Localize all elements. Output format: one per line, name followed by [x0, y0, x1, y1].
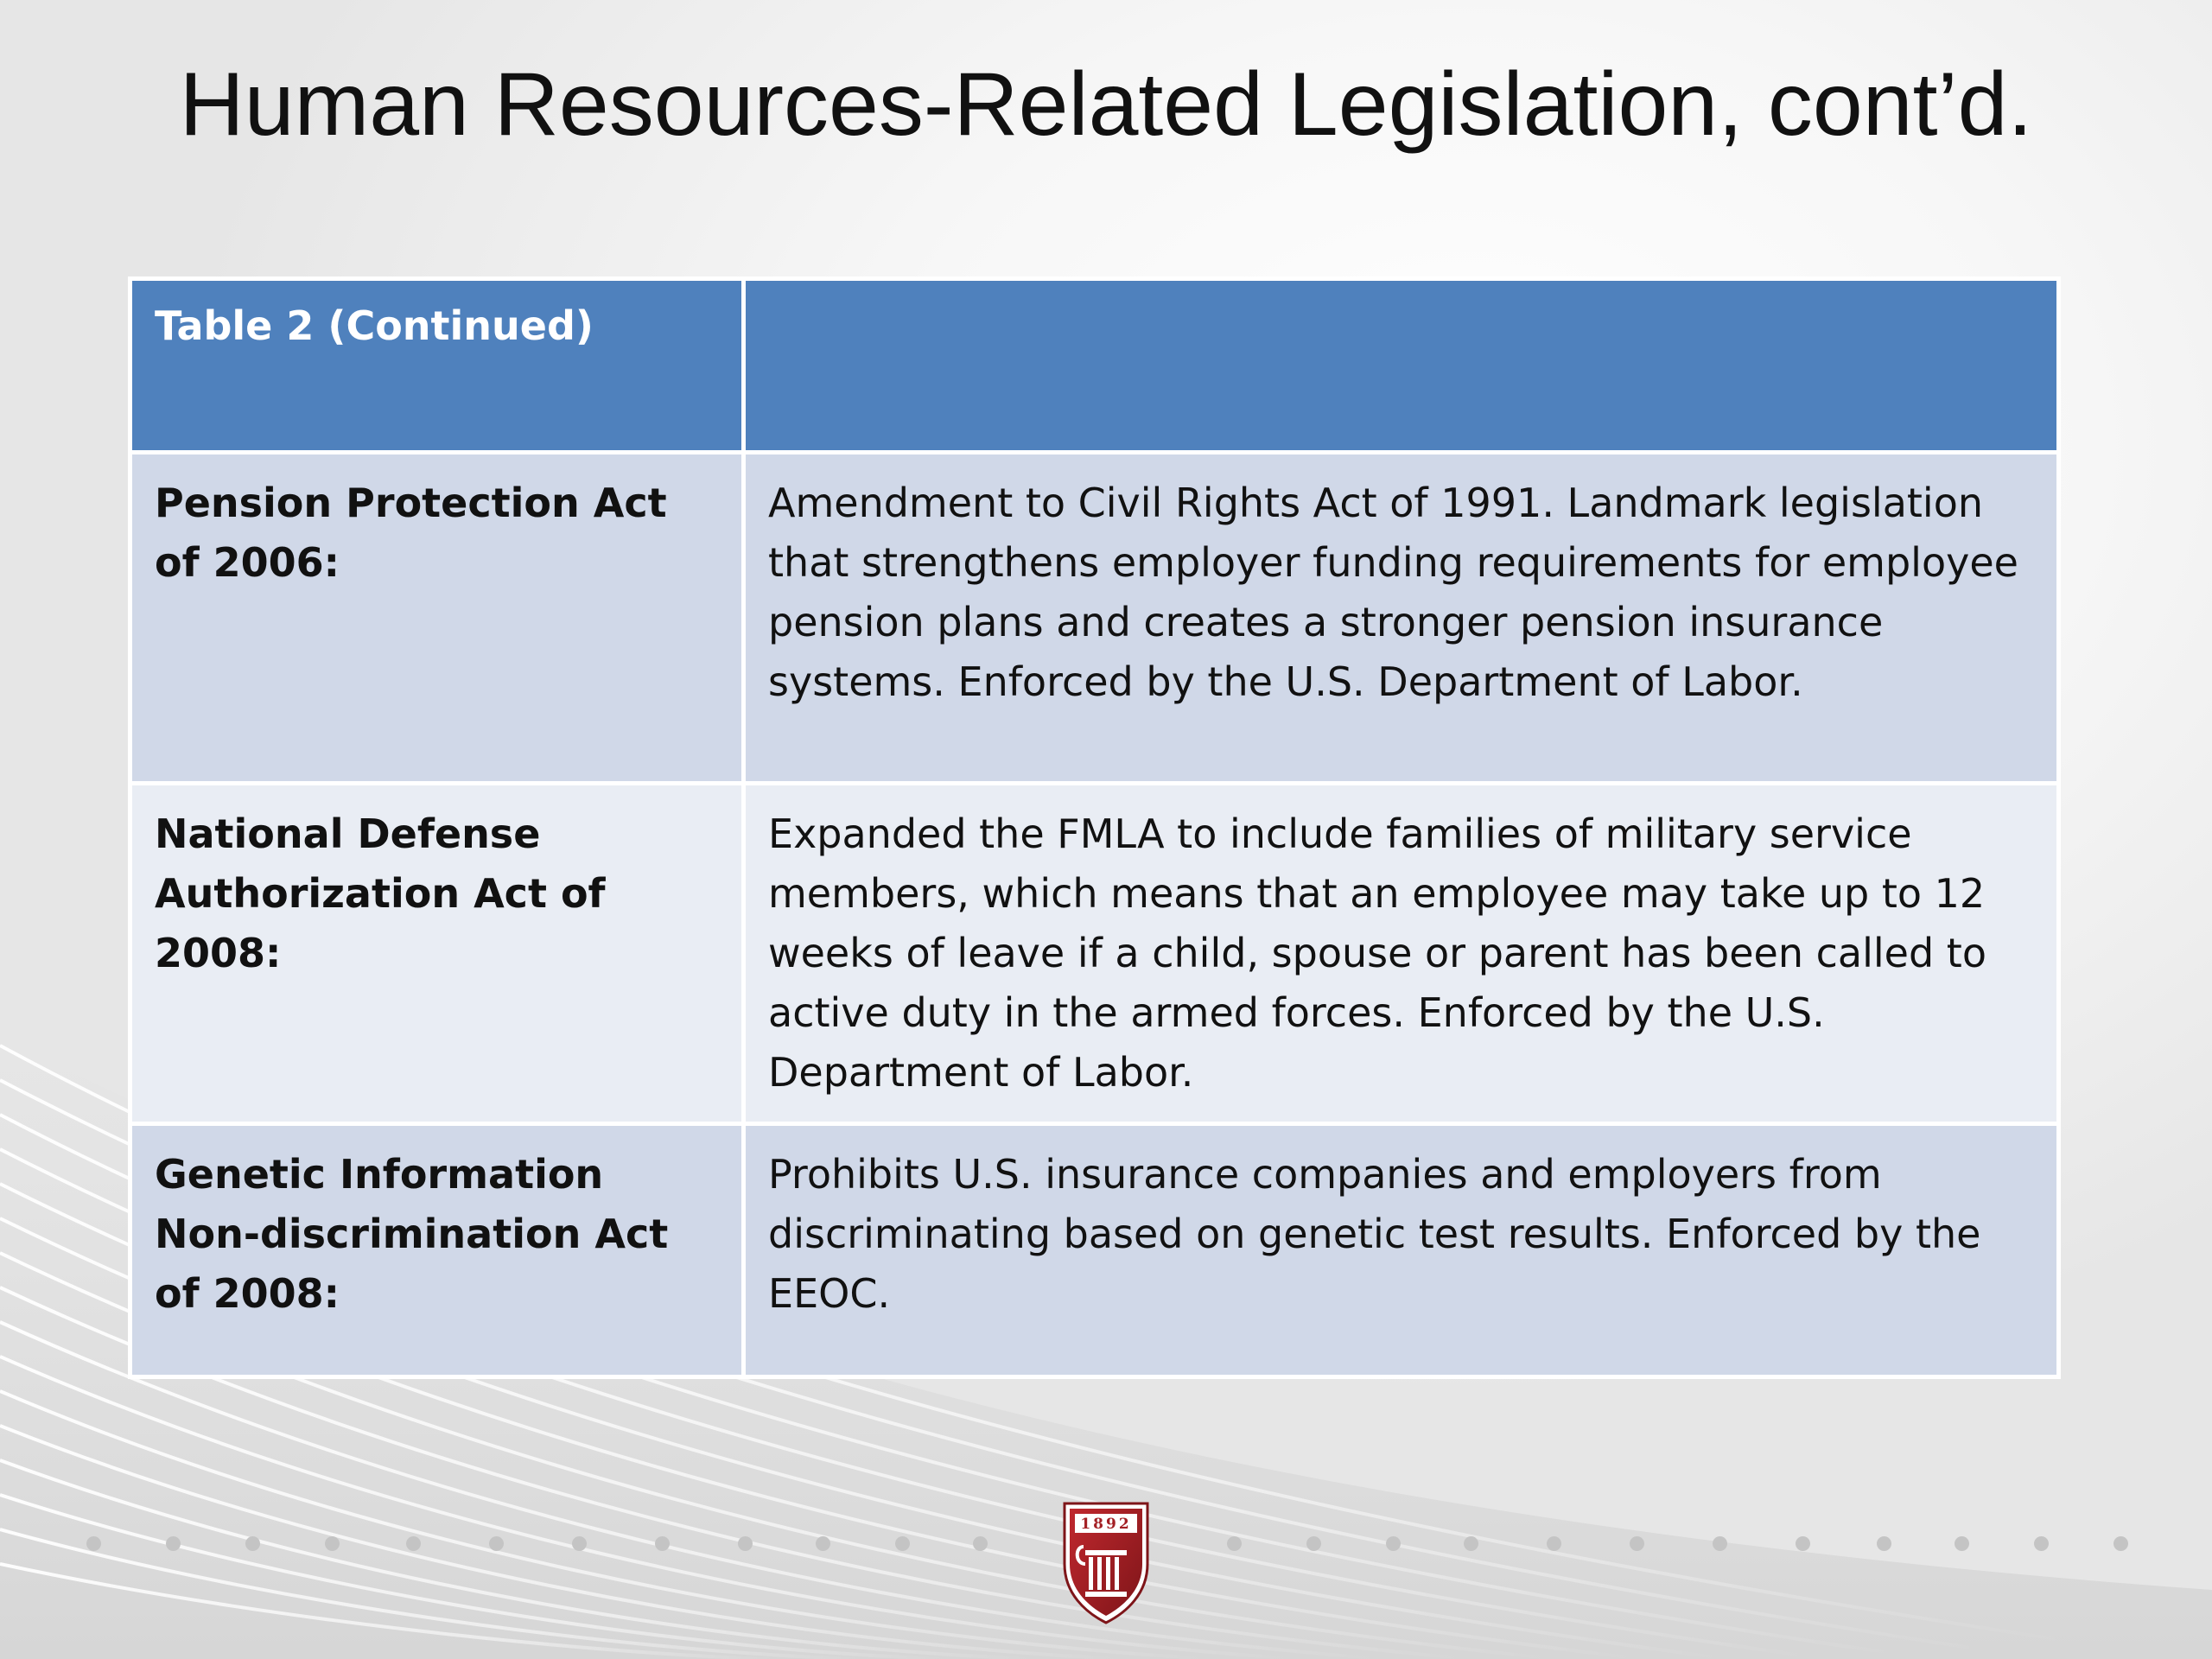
- dot-icon: [2113, 1536, 2128, 1551]
- table-row: [130, 1124, 2059, 1377]
- dot-icon: [245, 1536, 260, 1551]
- dot-icon: [973, 1536, 988, 1551]
- table-header-label: Table 2 (Continued): [130, 279, 744, 453]
- act-name: Pension Protection Act of 2006:: [130, 453, 744, 784]
- dot-icon: [1306, 1536, 1321, 1551]
- dot-icon: [1955, 1536, 1969, 1551]
- dot-icon: [1713, 1536, 1727, 1551]
- legislation-table-container: [128, 276, 2056, 1379]
- dot-icon: [655, 1536, 670, 1551]
- slide-title: Human Resources-Related Legislation, cont’d.: [179, 54, 2033, 155]
- dot-icon: [1464, 1536, 1478, 1551]
- table-header-empty: [744, 279, 2059, 453]
- act-description: Prohibits U.S. insurance companies and employers from discriminating based on genetic test results. Enforced by the EEOC.: [744, 1124, 2059, 1377]
- dot-icon: [1547, 1536, 1561, 1551]
- dot-icon: [895, 1536, 910, 1551]
- logo-year: 1892: [1080, 1516, 1132, 1533]
- dot-icon: [572, 1536, 587, 1551]
- act-description: Expanded the FMLA to include families of military service members, which means that an employee may take up to 12 weeks of leave if a child, spouse or parent has been called to active duty in the armed forces. Enforced by the U.S. Department of Labor.: [744, 784, 2059, 1124]
- table-row: [130, 784, 2059, 1124]
- dot-icon: [406, 1536, 421, 1551]
- dot-icon: [86, 1536, 101, 1551]
- act-name: Genetic Information Non-discrimination Act of 2008:: [130, 1124, 744, 1377]
- dot-icon: [816, 1536, 830, 1551]
- table-header-row: [130, 279, 2059, 453]
- dot-icon: [325, 1536, 340, 1551]
- dot-icon: [738, 1536, 753, 1551]
- dot-icon: [2034, 1536, 2049, 1551]
- dot-icon: [1386, 1536, 1401, 1551]
- dot-icon: [1877, 1536, 1891, 1551]
- act-description: Amendment to Civil Rights Act of 1991. Landmark legislation that strengthens employer funding requirements for employee pension plans and creates a stronger pension insurance systems. Enforced by the U.S. Department of Labor.: [744, 453, 2059, 784]
- table-row: [130, 453, 2059, 784]
- act-name: National Defense Authorization Act of 2008:: [130, 784, 744, 1124]
- legislation-table: [128, 276, 2061, 1379]
- dot-icon: [1227, 1536, 1242, 1551]
- dot-icon: [166, 1536, 181, 1551]
- shield-crest-icon: [1059, 1497, 1153, 1626]
- dot-icon: [489, 1536, 504, 1551]
- dot-icon: [1630, 1536, 1644, 1551]
- dot-icon: [1796, 1536, 1810, 1551]
